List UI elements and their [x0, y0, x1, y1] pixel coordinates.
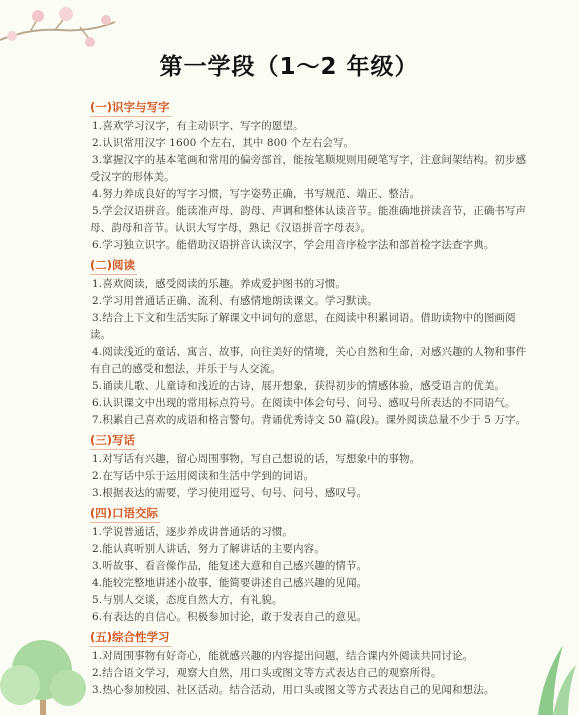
section-literacy-writing: [90, 96, 530, 254]
section-header: (三)写话: [90, 432, 137, 450]
list-item: 1.喜欢阅读，感受阅读的乐趣。养成爱护图书的习惯。: [92, 278, 347, 290]
list-item: 1.喜欢学习汉字，有主动识字、写字的愿望。: [92, 120, 304, 132]
section-oral-communication: [90, 502, 530, 626]
list-item: 2.能认真听别人讲话，努力了解讲话的主要内容。: [92, 543, 325, 555]
list-item: 5.学会汉语拼音。能读准声母、韵母、声调和整体认读音节。能准确地拼读音节，正确书写声母、韵母和音节。认识大写字母，熟记《汉语拼音字母表》。: [90, 205, 527, 234]
list-item: 7.积累自己喜欢的成语和格言警句。背诵优秀诗文 50 篇(段)。课外阅读总量不少于 5 万字。: [92, 414, 527, 426]
list-item: 2.学习用普通话正确、流利、有感情地朗读课文。学习默读。: [92, 295, 378, 307]
section-comprehensive-learning: [90, 626, 530, 699]
page-title: 第一学段（1～2 年级）: [159, 54, 419, 80]
list-item: 3.掌握汉字的基本笔画和常用的偏旁部首，能按笔顺规则用硬笔写字，注意间架结构。初步感受汉字的形体美。: [90, 154, 527, 183]
list-item: 1.对周围事物有好奇心，能就感兴趣的内容提出问题，结合课内外阅读共同讨论。: [92, 650, 474, 662]
list-item: 2.认识常用汉字 1600 个左右，其中 800 个左右会写。: [92, 137, 355, 149]
section-reading: [90, 254, 530, 429]
list-item: 2.在写话中乐于运用阅读和生活中学到的词语。: [92, 470, 315, 482]
list-item: 5.诵读儿歌、儿童诗和浅近的古诗，展开想象，获得初步的情感体验，感受语言的优美。: [92, 380, 506, 392]
list-item: 2.结合语文学习，观察大自然，用口头或图文等方式表达自己的观察所得。: [92, 667, 442, 679]
list-item: 6.认识课文中出现的常用标点符号。在阅读中体会句号、问号、感叹号所表达的不同语气。: [92, 397, 516, 409]
section-header: (四)口语交际: [90, 505, 160, 523]
list-item: 3.热心参加校园、社区活动。结合活动，用口头或图文等方式表达自己的见闻和想法。: [92, 684, 495, 696]
list-item: 6.学习独立识字。能借助汉语拼音认读汉字，学会用音序检字法和部首检字法查字典。: [92, 239, 495, 251]
list-item: 4.努力养成良好的写字习惯，写字姿势正确，书写规范、端正、整洁。: [92, 188, 421, 200]
list-item: 4.能较完整地讲述小故事，能简要讲述自己感兴趣的见闻。: [92, 577, 368, 589]
list-item: 3.根据表达的需要，学习使用逗号、句号、问号、感叹号。: [92, 487, 368, 499]
list-item: 1.学说普通话，逐步养成讲普通话的习惯。: [92, 526, 294, 538]
section-header: (二)阅读: [90, 257, 137, 275]
document-body: [90, 96, 530, 699]
section-header: (五)综合性学习: [90, 629, 172, 647]
list-item: 6.有表达的自信心。积极参加讨论，敢于发表自己的意见。: [92, 611, 368, 623]
list-item: 1.对写话有兴趣，留心周围事物，写自己想说的话，写想象中的事物。: [92, 453, 421, 465]
list-item: 5.与别人交谈，态度自然大方，有礼貌。: [92, 594, 283, 606]
section-writing: [90, 429, 530, 502]
list-item: 3.听故事、看音像作品，能复述大意和自己感兴趣的情节。: [92, 560, 368, 572]
list-item: 3.结合上下文和生活实际了解课文中词句的意思，在阅读中积累词语。借助读物中的图画阅读。: [90, 312, 516, 341]
list-item: 4.阅读浅近的童话、寓言、故事，向往美好的情境，关心自然和生命，对感兴趣的人物和事件有自己的感受和想法，并乐于与人交流。: [90, 346, 527, 375]
section-header: (一)识字与写字: [90, 99, 172, 117]
